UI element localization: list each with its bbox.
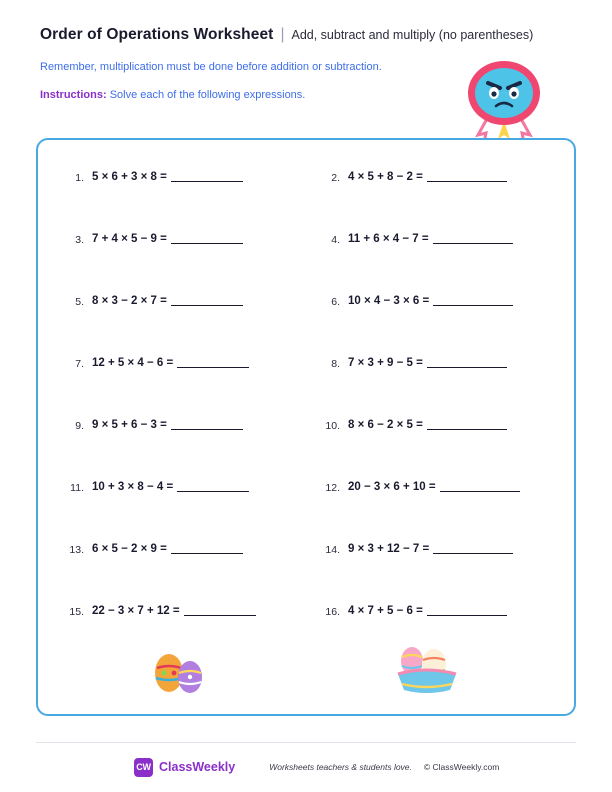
problem-expression: 11 + 6 × 4 − 7 = — [348, 232, 513, 245]
instructions-label: Instructions: — [40, 88, 107, 101]
problem-number: 15. — [69, 606, 84, 618]
title-subtitle: Add, subtract and multiply (no parentheses) — [291, 28, 534, 42]
problem-item — [306, 294, 574, 356]
brand-name: ClassWeekly — [159, 760, 236, 774]
problem-number: 9. — [75, 420, 84, 432]
answer-blank[interactable] — [171, 294, 243, 306]
problem-number: 6. — [331, 296, 340, 308]
problem-item — [38, 170, 306, 232]
footer-copyright: © ClassWeekly.com — [423, 762, 500, 772]
instructions-text: Solve each of the following expressions. — [109, 88, 306, 101]
problem-item — [306, 170, 574, 232]
problem-number: 8. — [331, 358, 340, 370]
answer-blank[interactable] — [171, 542, 243, 554]
answer-blank[interactable] — [427, 170, 507, 182]
answer-blank[interactable] — [177, 356, 249, 368]
problem-expression: 8 × 3 − 2 × 7 = — [92, 294, 243, 307]
problem-expression: 12 + 5 × 4 − 6 = — [92, 356, 249, 369]
problem-number: 2. — [331, 172, 340, 184]
page-title — [40, 26, 572, 44]
decorated-easter-eggs-icon — [148, 646, 210, 696]
problem-item — [306, 418, 574, 480]
problem-number: 14. — [325, 544, 340, 556]
problem-item — [38, 542, 306, 604]
problem-number: 4. — [331, 234, 340, 246]
problem-expression: 20 − 3 × 6 + 10 = — [348, 480, 520, 493]
problem-expression: 9 × 5 + 6 − 3 = — [92, 418, 243, 431]
title-divider: | — [280, 26, 285, 43]
problem-number: 1. — [75, 172, 84, 184]
remember-note: Remember, multiplication must be done before addition or subtraction. — [40, 61, 382, 73]
problem-item — [306, 480, 574, 542]
answer-blank[interactable] — [427, 356, 507, 368]
answer-blank[interactable] — [433, 232, 513, 244]
problem-number: 10. — [325, 420, 340, 432]
problem-expression: 6 × 5 − 2 × 9 = — [92, 542, 243, 555]
problem-expression: 8 × 6 − 2 × 5 = — [348, 418, 507, 431]
problems-panel — [36, 138, 576, 716]
problem-expression: 5 × 6 + 3 × 8 = — [92, 170, 243, 183]
problem-item — [306, 232, 574, 294]
problem-number: 12. — [325, 482, 340, 494]
easter-egg-basket-icon — [386, 644, 466, 696]
problem-expression: 4 × 7 + 5 − 6 = — [348, 604, 507, 617]
answer-blank[interactable] — [427, 604, 507, 616]
answer-blank[interactable] — [433, 294, 513, 306]
problem-number: 11. — [70, 482, 84, 494]
problem-item — [38, 480, 306, 542]
problem-item — [38, 418, 306, 480]
answer-blank[interactable] — [171, 232, 243, 244]
problem-item — [306, 356, 574, 418]
answer-blank[interactable] — [440, 480, 520, 492]
problem-number: 16. — [325, 606, 340, 618]
problem-expression: 22 − 3 × 7 + 12 = — [92, 604, 256, 617]
problem-item — [38, 356, 306, 418]
problem-number: 13. — [69, 544, 84, 556]
problem-expression: 10 + 3 × 8 − 4 = — [92, 480, 249, 493]
answer-blank[interactable] — [433, 542, 513, 554]
problem-number: 3. — [75, 234, 84, 246]
footer-tagline: Worksheets teachers & students love. — [269, 762, 412, 772]
classweekly-mark-icon: CW — [134, 758, 153, 777]
page-footer — [36, 752, 576, 782]
problem-item — [306, 542, 574, 604]
problem-expression: 7 × 3 + 9 − 5 = — [348, 356, 507, 369]
problem-expression: 9 × 3 + 12 − 7 = — [348, 542, 513, 555]
title-main: Order of Operations Worksheet — [40, 26, 274, 43]
problem-item — [38, 232, 306, 294]
problem-expression: 10 × 4 − 3 × 6 = — [348, 294, 513, 307]
angry-egg-mascot-icon — [458, 55, 550, 150]
answer-blank[interactable] — [177, 480, 249, 492]
problem-number: 5. — [75, 296, 84, 308]
answer-blank[interactable] — [184, 604, 256, 616]
problems-list — [38, 170, 574, 666]
problem-expression: 4 × 5 + 8 − 2 = — [348, 170, 507, 183]
problem-item — [38, 294, 306, 356]
answer-blank[interactable] — [427, 418, 507, 430]
problem-number: 7. — [75, 358, 84, 370]
answer-blank[interactable] — [171, 170, 243, 182]
problem-expression: 7 + 4 × 5 − 9 = — [92, 232, 243, 245]
brand-logo[interactable] — [134, 758, 235, 777]
answer-blank[interactable] — [171, 418, 243, 430]
footer-divider — [36, 742, 576, 743]
